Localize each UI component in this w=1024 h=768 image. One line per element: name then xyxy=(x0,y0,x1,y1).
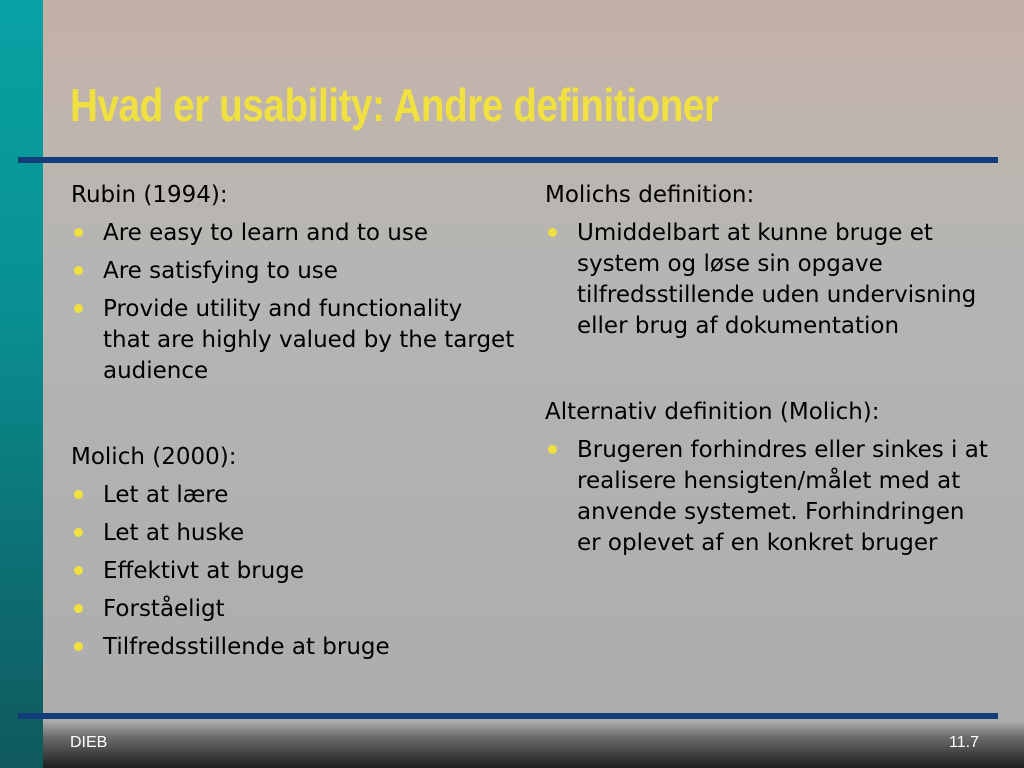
list-item: Forståeligt xyxy=(71,594,516,625)
bullet-list xyxy=(71,218,516,387)
bullet-list xyxy=(545,218,995,342)
bullet-icon xyxy=(74,642,83,651)
footer-divider xyxy=(18,713,998,719)
section-spacer xyxy=(71,394,516,442)
section-alternativ-definition xyxy=(545,397,995,559)
slide-title: Hvad er usability: Andre definitioner xyxy=(70,79,719,131)
slide-number: 11.7 xyxy=(949,734,979,751)
list-item: Are easy to learn and to use xyxy=(71,218,516,249)
section-molichs-definition xyxy=(545,180,995,342)
footer-bar xyxy=(43,720,1024,768)
list-item: Brugeren forhindres eller sinkes i at realisere hensigten/målet med at anvende systemet. Forhindringen er oplevet af en konkret bruger xyxy=(545,435,995,559)
bullet-list xyxy=(71,480,516,663)
list-item: Are satisfying to use xyxy=(71,256,516,287)
left-column xyxy=(71,180,516,670)
bullet-icon xyxy=(74,228,83,237)
list-item: Tilfredsstillende at bruge xyxy=(71,632,516,663)
list-item: Let at huske xyxy=(71,518,516,549)
section-heading: Rubin (1994): xyxy=(71,182,228,208)
bullet-icon xyxy=(74,266,83,275)
bullet-icon xyxy=(548,228,557,237)
footer-label: DIEB xyxy=(70,734,108,751)
section-rubin xyxy=(71,180,516,387)
bullet-icon xyxy=(74,604,83,613)
section-molich-2000 xyxy=(71,442,516,663)
bullet-icon xyxy=(74,304,83,313)
bullet-icon xyxy=(548,445,557,454)
right-column xyxy=(545,180,995,566)
list-item: Provide utility and functionality that are highly valued by the target audience xyxy=(71,294,516,387)
section-heading: Molich (2000): xyxy=(71,444,237,470)
section-heading: Molichs definition: xyxy=(545,182,755,208)
bullet-list xyxy=(545,435,995,559)
list-item: Let at lære xyxy=(71,480,516,511)
bullet-icon xyxy=(74,528,83,537)
list-item: Effektivt at bruge xyxy=(71,556,516,587)
section-heading: Alternativ definition (Molich): xyxy=(545,399,880,425)
list-item: Umiddelbart at kunne bruge et system og løse sin opgave tilfredsstillende uden undervisning eller brug af dokumentation xyxy=(545,218,995,342)
section-spacer xyxy=(545,349,995,397)
bullet-icon xyxy=(74,566,83,575)
left-accent-bar xyxy=(0,0,43,768)
bullet-icon xyxy=(74,490,83,499)
title-divider xyxy=(18,157,998,163)
